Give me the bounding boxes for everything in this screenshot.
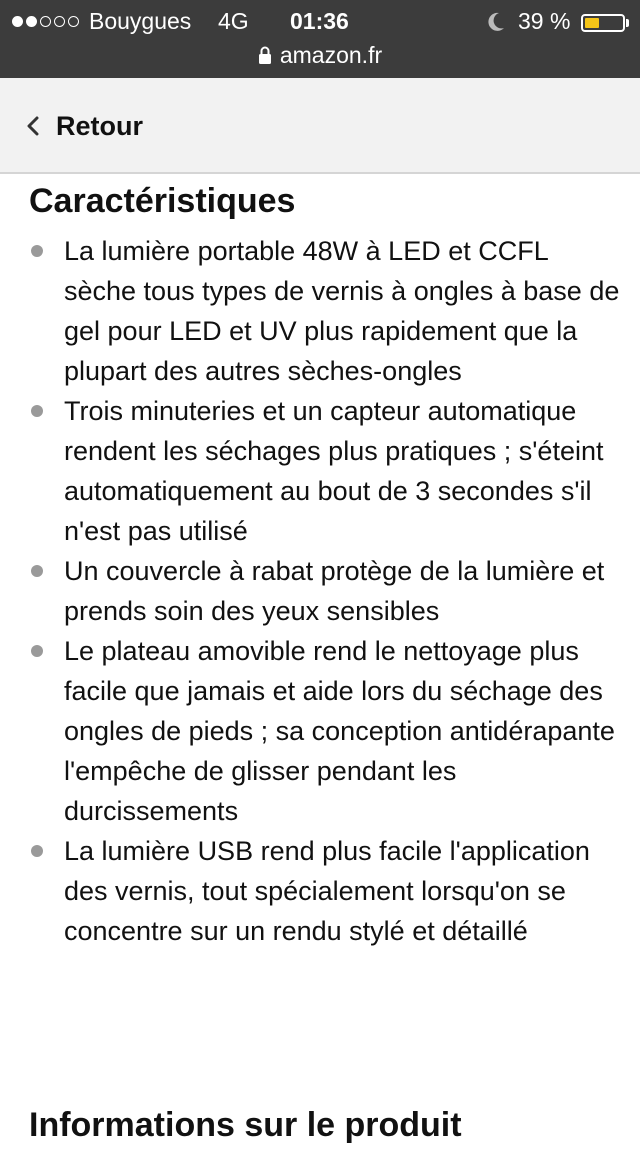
- back-button[interactable]: [24, 106, 143, 146]
- feature-item: [0, 231, 640, 391]
- feature-item: [0, 551, 640, 631]
- do-not-disturb-moon-icon: [486, 6, 506, 36]
- feature-text: Un couvercle à rabat protège de la lumière et prends soin des yeux sensibles: [64, 556, 605, 626]
- bullet-icon: [31, 245, 43, 257]
- battery-percent: 39 %: [518, 8, 571, 34]
- clock: 01:36: [290, 8, 349, 34]
- bullet-icon: [31, 845, 43, 857]
- battery-level-fill: [585, 18, 599, 28]
- back-label: Retour: [56, 110, 143, 141]
- feature-item: [0, 831, 640, 951]
- bullet-icon: [31, 565, 43, 577]
- feature-text: La lumière USB rend plus facile l'application des vernis, tout spécialement lorsqu'on se concentre sur un rendu stylé et détaillé: [64, 836, 590, 946]
- bullet-icon: [31, 405, 43, 417]
- nav-bar: [0, 78, 640, 174]
- network-type: 4G: [218, 8, 249, 34]
- product-info-title: Informations sur le produit: [29, 1106, 462, 1144]
- features-list: [0, 231, 640, 951]
- signal-dot: [26, 16, 37, 27]
- url-text: amazon.fr: [279, 41, 383, 68]
- chevron-left-icon: [24, 114, 42, 138]
- feature-text: Le plateau amovible rend le nettoyage plus facile que jamais et aide lors du séchage des ongles de pieds ; sa conception antidérapante l'empêche de glisser pendant les durcissements: [64, 636, 615, 826]
- feature-item: [0, 631, 640, 831]
- signal-dot: [40, 16, 51, 27]
- bullet-icon: [31, 645, 43, 657]
- lock-icon: [258, 45, 272, 65]
- signal-dot: [12, 16, 23, 27]
- battery-icon: [581, 14, 625, 32]
- address-bar[interactable]: [0, 40, 640, 70]
- signal-dot: [54, 16, 65, 27]
- feature-text: La lumière portable 48W à LED et CCFL sèche tous types de vernis à ongles à base de gel pour LED et UV plus rapidement que la plupart des autres sèches-ongles: [64, 236, 620, 386]
- carrier-name: Bouygues: [89, 8, 192, 34]
- status-bar: [0, 0, 640, 78]
- signal-strength-icon: [12, 6, 79, 36]
- signal-dot: [68, 16, 79, 27]
- feature-item: [0, 391, 640, 551]
- battery-tip: [626, 19, 629, 27]
- feature-text: Trois minuteries et un capteur automatique rendent les séchages plus pratiques ; s'éteint automatiquement au bout de 3 secondes s'il n'est pas utilisé: [64, 396, 604, 546]
- features-title: Caractéristiques: [29, 182, 296, 220]
